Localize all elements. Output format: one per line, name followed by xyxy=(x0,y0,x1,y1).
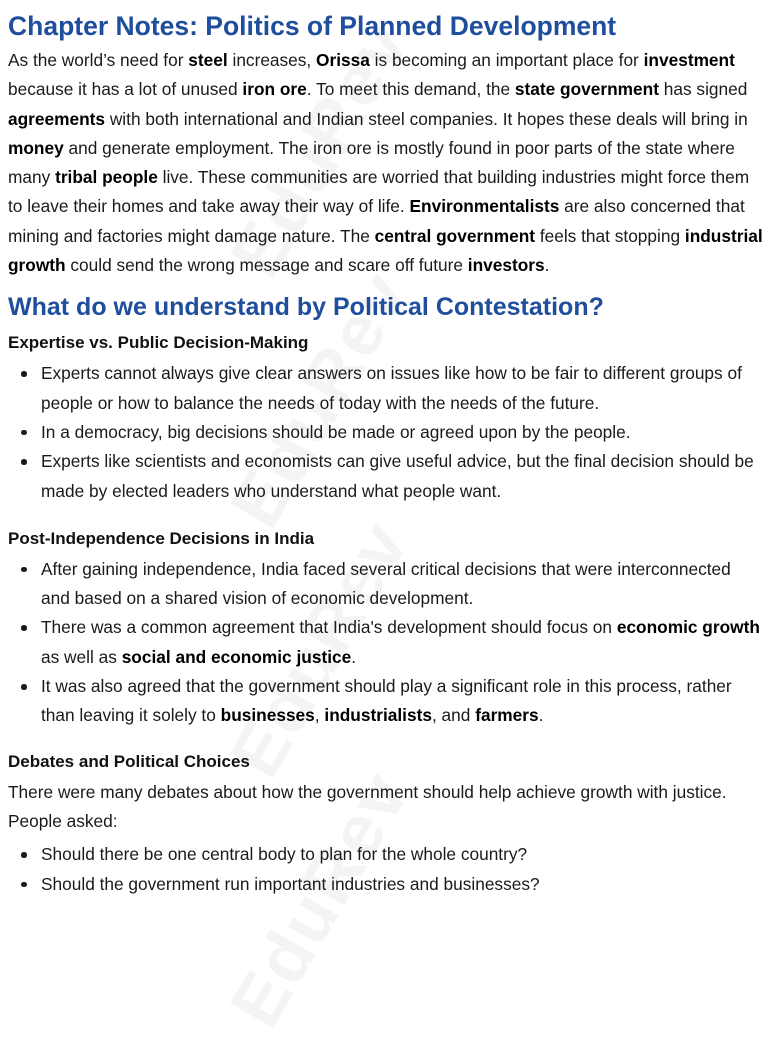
bold-term: money xyxy=(8,137,64,158)
list-item: Should there be one central body to plan for the whole country? xyxy=(41,840,764,869)
bold-term: economic growth xyxy=(616,617,760,638)
bold-term: industrial growth xyxy=(8,225,763,276)
intro-paragraph: As the world’s need for steel increases, Orissa is becoming an important place for investment because it has a lot of unused iron ore. To meet this demand, the state government has signed agreements with both international and Indian steel companies. It hopes these deals will bring in money and generate employment. The iron ore is mostly found in poor parts of the state where many tribal people live. These communities are worried that building industries might force them to leave their homes and take away their way of life. Environmentalists are also concerned that mining and factories might damage nature. The central government feels that stopping industrial growth could send the wrong message and scare off future investors. xyxy=(8,50,763,276)
debates-intro-paragraph: There were many debates about how the government should help achieve growth with justice. People asked: xyxy=(8,781,727,831)
subsection-heading-post-independence: Post-Independence Decisions in India xyxy=(8,528,315,548)
subsection-heading-debates: Debates and Political Choices xyxy=(8,751,250,771)
list-item: In a democracy, big decisions should be made or agreed upon by the people. xyxy=(41,418,764,447)
bold-term: farmers xyxy=(475,705,539,726)
bullet-list-post-independence xyxy=(8,555,764,731)
page-title: Chapter Notes: Politics of Planned Development xyxy=(8,11,617,41)
notes-document xyxy=(8,8,764,899)
list-item: Experts cannot always give clear answers on issues like how to be fair to different groups of people or how to balance the needs of today with the needs of the future. xyxy=(41,359,764,418)
bullet-list-expertise xyxy=(8,359,764,505)
bold-term: tribal people xyxy=(55,167,158,188)
bold-term: investors xyxy=(467,255,545,276)
bold-term: steel xyxy=(188,50,228,70)
bold-term: businesses xyxy=(220,705,315,726)
bold-term: central government xyxy=(374,225,536,246)
bold-term: industrialists xyxy=(324,705,432,726)
list-item: It was also agreed that the government should play a significant role in this process, rather than leaving it solely to businesses, industrialists, and farmers. xyxy=(41,672,764,731)
bold-term: Environmentalists xyxy=(409,196,560,217)
list-item: After gaining independence, India faced several critical decisions that were interconnected and based on a shared vision of economic development. xyxy=(41,555,764,614)
subsection-heading-expertise: Expertise vs. Public Decision-Making xyxy=(8,333,309,353)
bullet-list-debates xyxy=(8,840,764,899)
bold-term: social and economic justice xyxy=(121,646,352,667)
bold-term: state government xyxy=(514,79,659,100)
list-item: There was a common agreement that India's development should focus on economic growth as well as social and economic justice. xyxy=(41,613,764,672)
bold-term: Orissa xyxy=(316,50,370,70)
list-item: Experts like scientists and economists can give useful advice, but the final decision should be made by elected leaders who understand what people want. xyxy=(41,447,764,506)
bold-term: iron ore xyxy=(242,79,307,100)
section-heading: What do we understand by Political Contestation? xyxy=(8,293,604,322)
list-item: Should the government run important industries and businesses? xyxy=(41,870,764,899)
bold-term: agreements xyxy=(8,108,106,129)
bold-term: investment xyxy=(643,50,735,70)
